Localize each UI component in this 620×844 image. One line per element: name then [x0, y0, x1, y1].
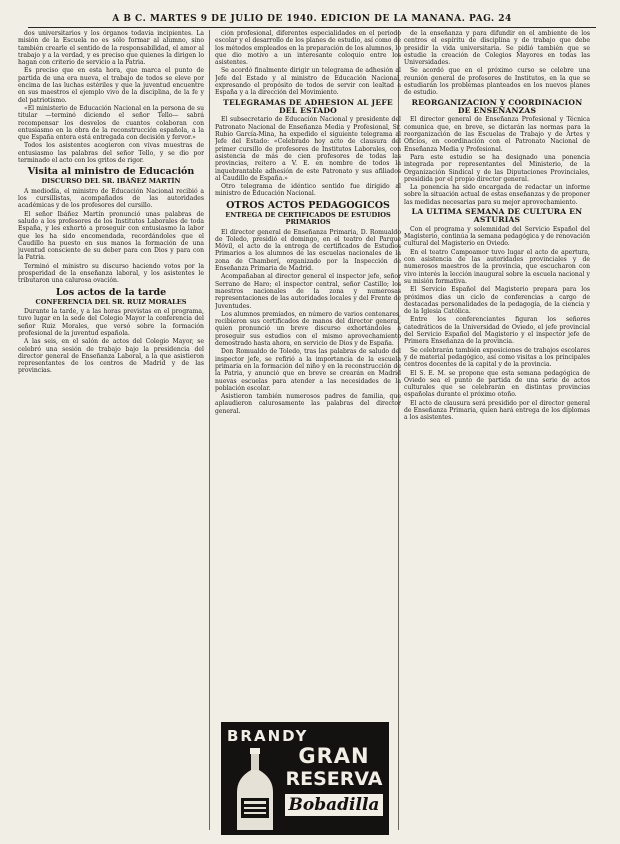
paragraph: Asistieron también numerosos padres de familia, que aplaudieron calurosamente las palabras del director general. [215, 393, 401, 415]
paragraph: Don Romualdo de Toledo, tras las palabras de saludo del inspector jefe, se refirió a la importancia de la escuela primaria en la formación del niño y en la reconstrucción de la Patria, y anunció que en breve se crearán en Madrid nuevas escuelas para atender a las necesidades de la población escolar. [215, 348, 401, 392]
paragraph: Terminó el ministro su discurso haciendo votos por la prosperidad de la enseñanza laboral, y los asistentes le tributaron una calurosa ovación. [18, 262, 204, 285]
paragraph: Con el programa y solemnidad del Servicio Español del Magisterio, continúa la semana pedagógica y de renovación cultural del Magisterio en Oviedo. [404, 225, 590, 248]
headline-other-acts: OTROS ACTOS PEDAGOGICOS [226, 199, 390, 211]
brandy-advertisement [221, 722, 389, 835]
paragraph: Todos los asistentes acogieron con vivas muestras de entusiasmo las palabras del señor Tello, y se dio por terminado el acto con los gritos de rigor. [18, 142, 204, 165]
column-3 [404, 30, 590, 836]
column-rule [209, 30, 210, 830]
column-1 [18, 30, 204, 836]
ad-gran: GRAN [298, 744, 370, 768]
paragraph: Se celebrarán también exposiciones de trabajos escolares y de material pedagógico, así como visitas a los principales centros docentes de la capital y de la provincia. [404, 346, 590, 369]
subhead-certificates: ENTREGA DE CERTIFICADOS DE ESTUDIOS PRIMARIOS [225, 210, 391, 227]
paragraph: El señor Ibáñez Martín pronunció unas palabras de saludo a los profesores de los Institutos Laborales de toda España, y les exhortó a proseguir con entusiasmo la labor que les ha sido encomendada, recordándoles que el Caudillo ha puesto en sus manos la formación de una juventud consciente de su deber para con Dios y para con la Patria. [18, 210, 204, 262]
headline-telegram: TELEGRAMAS DE ADHESION AL JEFE DEL ESTADO [223, 97, 393, 116]
paragraph: Se acordó finalmente dirigir un telegrama de adhesión al Jefe del Estado y al ministro de Educación Nacional, expresando el propósito de todos de servir con lealtad a España y a la dirección del Movimiento. [215, 67, 401, 97]
paragraph: La ponencia ha sido encargada de redactar un informe sobre la situación actual de estas enseñanzas y de proponer las medidas necesarias para su mejor aprovechamiento. [404, 184, 590, 206]
paragraph: Los alumnos premiados, en número de varios centenares, recibieron sus certificados de manos del director general, quien pronunció un breve discurso exhortándoles a proseguir sus estudios con el mismo aprovechamiento demostrado hasta ahora, en servicio de Dios y de España. [215, 310, 401, 348]
paragraph: Durante la tarde, y a las horas previstas en el programa, tuvo lugar en la sede del Colegio Mayor la conferencia del señor Ruiz Morales, que versó sobre la formación profesional de la juventud española. [18, 308, 204, 337]
paragraph: El director general de Enseñanza Profesional y Técnica comunica que, en breve, se dictarán las normas para la reorganización de las Escuelas de Trabajo y de Artes y Oficios, en coordinación con el Patronato Nacional de Enseñanza Media y Profesional. [404, 116, 590, 153]
headline-week-asturias: LA ULTIMA SEMANA DE CULTURA EN ASTURIAS [411, 207, 583, 225]
paragraph: de la enseñanza y para difundir en el ambiente de los centros el espíritu de disciplina y de trabajo que debe presidir la vida universitaria. Se pidió también que se estudie la creación de Colegios Mayores en todas las Universidades. [404, 30, 590, 67]
column-2 [215, 30, 401, 836]
paragraph: ción profesional, diferentes especialidades en el período escolar y el desarrollo de los planes de estudio, así como de los métodos empleados en la preparación de los alumnos, lo que dio motivo a un interesante coloquio entre los asistentes. [215, 30, 401, 67]
running-head: A B C. MARTES 9 DE JULIO DE 1940. EDICION DE LA MAÑANA. PAG. 24 [28, 14, 596, 28]
ad-maker: Bobadilla [285, 794, 383, 816]
paragraph: El acto de clausura será presidido por el director general de Enseñanza Primaria, quien hará entrega de los diplomas a los asistentes. [404, 399, 590, 422]
paragraph: Se acordó que en el próximo curso se celebre una reunión general de profesores de Institutos, en la que se estudiarán los problemas planteados en los nuevos planes de estudio. [404, 67, 590, 97]
paragraph: Entre los conferenciantes figuran los señores catedráticos de la Universidad de Oviedo, el jefe provincial del Servicio Español del Magisterio y el inspector jefe de Primera Enseñanza de la provincia. [404, 316, 590, 346]
paragraph: A mediodía, el ministro de Educación Nacional recibió a los cursillistas, acompañados de las autoridades académicas y de los profesores del cursillo. [18, 187, 204, 210]
headline-visit: Visita al ministro de Educación [27, 166, 195, 178]
paragraph: El subsecretario de Educación Nacional y presidente del Patronato Nacional de Enseñanza Media y Profesional, Sr. Rubio García-Mina, ha expedido el siguiente telegrama al Jefe del Estado: «Celebrado hoy acto de clausura del primer cursillo de profesores de Institutos Laborales, con asistencia de más de cien profesores de todas las provincias, reitero a V. E. en nombre de todos la inquebrantable adhesión de este Patronato y sus afiliados al Caudillo de España.» [215, 116, 401, 182]
bottle-icon [231, 748, 279, 832]
ad-brand: BRANDY [227, 727, 309, 745]
paragraph: Otro telegrama de idéntico sentido fue dirigido al ministro de Educación Nacional. [215, 183, 401, 198]
paragraph: Acompañaban al director general el inspector jefe, señor Serrano de Haro; el inspector central, señor Castillo; los maestros nacionales de la zona y numerosas representaciones de las autoridades locales y del Frente de Juventudes. [215, 273, 401, 310]
paragraph: El S. E. M. se propone que esta semana pedagógica de Oviedo sea el punto de partida de una serie de actos culturales que se celebrarán en distintas provincias españolas durante el próximo otoño. [404, 369, 590, 399]
subhead-speech: DISCURSO DEL SR. IBÁÑEZ MARTÍN [41, 177, 181, 186]
paragraph: «El ministerio de Educación Nacional en la persona de su titular —terminó diciendo el señor Tello— sabrá recompensar los desvelos de cuantos colaboran con entusiasmo en la obra de la reconstrucción española, a la que España entera está entregada con decisión y fervor.» [18, 104, 204, 142]
paragraph: En el teatro Campoamor tuvo lugar el acto de apertura, con asistencia de las autoridades provinciales y de numerosos maestros de la provincia, que escucharon con vivo interés la lección inaugural sobre la escuela nacional y su misión formativa. [404, 248, 590, 285]
subhead-conference: CONFERENCIA DEL SR. RUIZ MORALES [35, 297, 187, 306]
paragraph: dos universitarios y los órganos todavía incipientes. La misión de la Escuela no es sólo formar al alumno, sino también crearle el sentido de la responsabilidad, el amor al trabajo y a la verdad, y es preciso que quienes la dirigen lo hagan con criterio de servicio a la Patria. [18, 30, 204, 67]
headline-afternoon: Los actos de la tarde [55, 286, 167, 298]
ad-reserva: RESERVA [285, 768, 383, 790]
paragraph: El director general de Enseñanza Primaria, D. Romualdo de Toledo, presidió el domingo, en el teatro del Parque Móvil, el acto de la entrega de certificados de Estudios Primarios a los alumnos de las escuelas nacionales de la zona de Chamberí, organizado por la Inspección de Enseñanza Primaria de Madrid. [215, 228, 401, 273]
headline-reorganization: REORGANIZACION Y COORDINACION DE ENSEÑANZAS [411, 97, 583, 116]
paragraph: Para este estudio se ha designado una ponencia integrada por representantes del Ministerio, de la Organización Sindical y de las Diputaciones Provinciales, presidida por el propio director general. [404, 153, 590, 183]
paragraph: A las seis, en el salón de actos del Colegio Mayor, se celebró una sesión de trabajo bajo la presidencia del director general de Enseñanza Laboral, a la que asistieron representantes de los centros de Madrid y de las provincias. [18, 338, 204, 375]
paragraph: Es preciso que en esta hora, que marca el punto de partida de una era nueva, el trabajo de todos se eleve por encima de las luchas estériles y que la juventud encuentre en sus maestros el ejemplo vivo de la disciplina, de la fe y del patriotismo. [18, 67, 204, 104]
paragraph: El Servicio Español del Magisterio prepara para los próximos días un ciclo de conferencias a cargo de destacadas personalidades de la pedagogía, de la ciencia y de la Iglesia Católica. [404, 286, 590, 316]
